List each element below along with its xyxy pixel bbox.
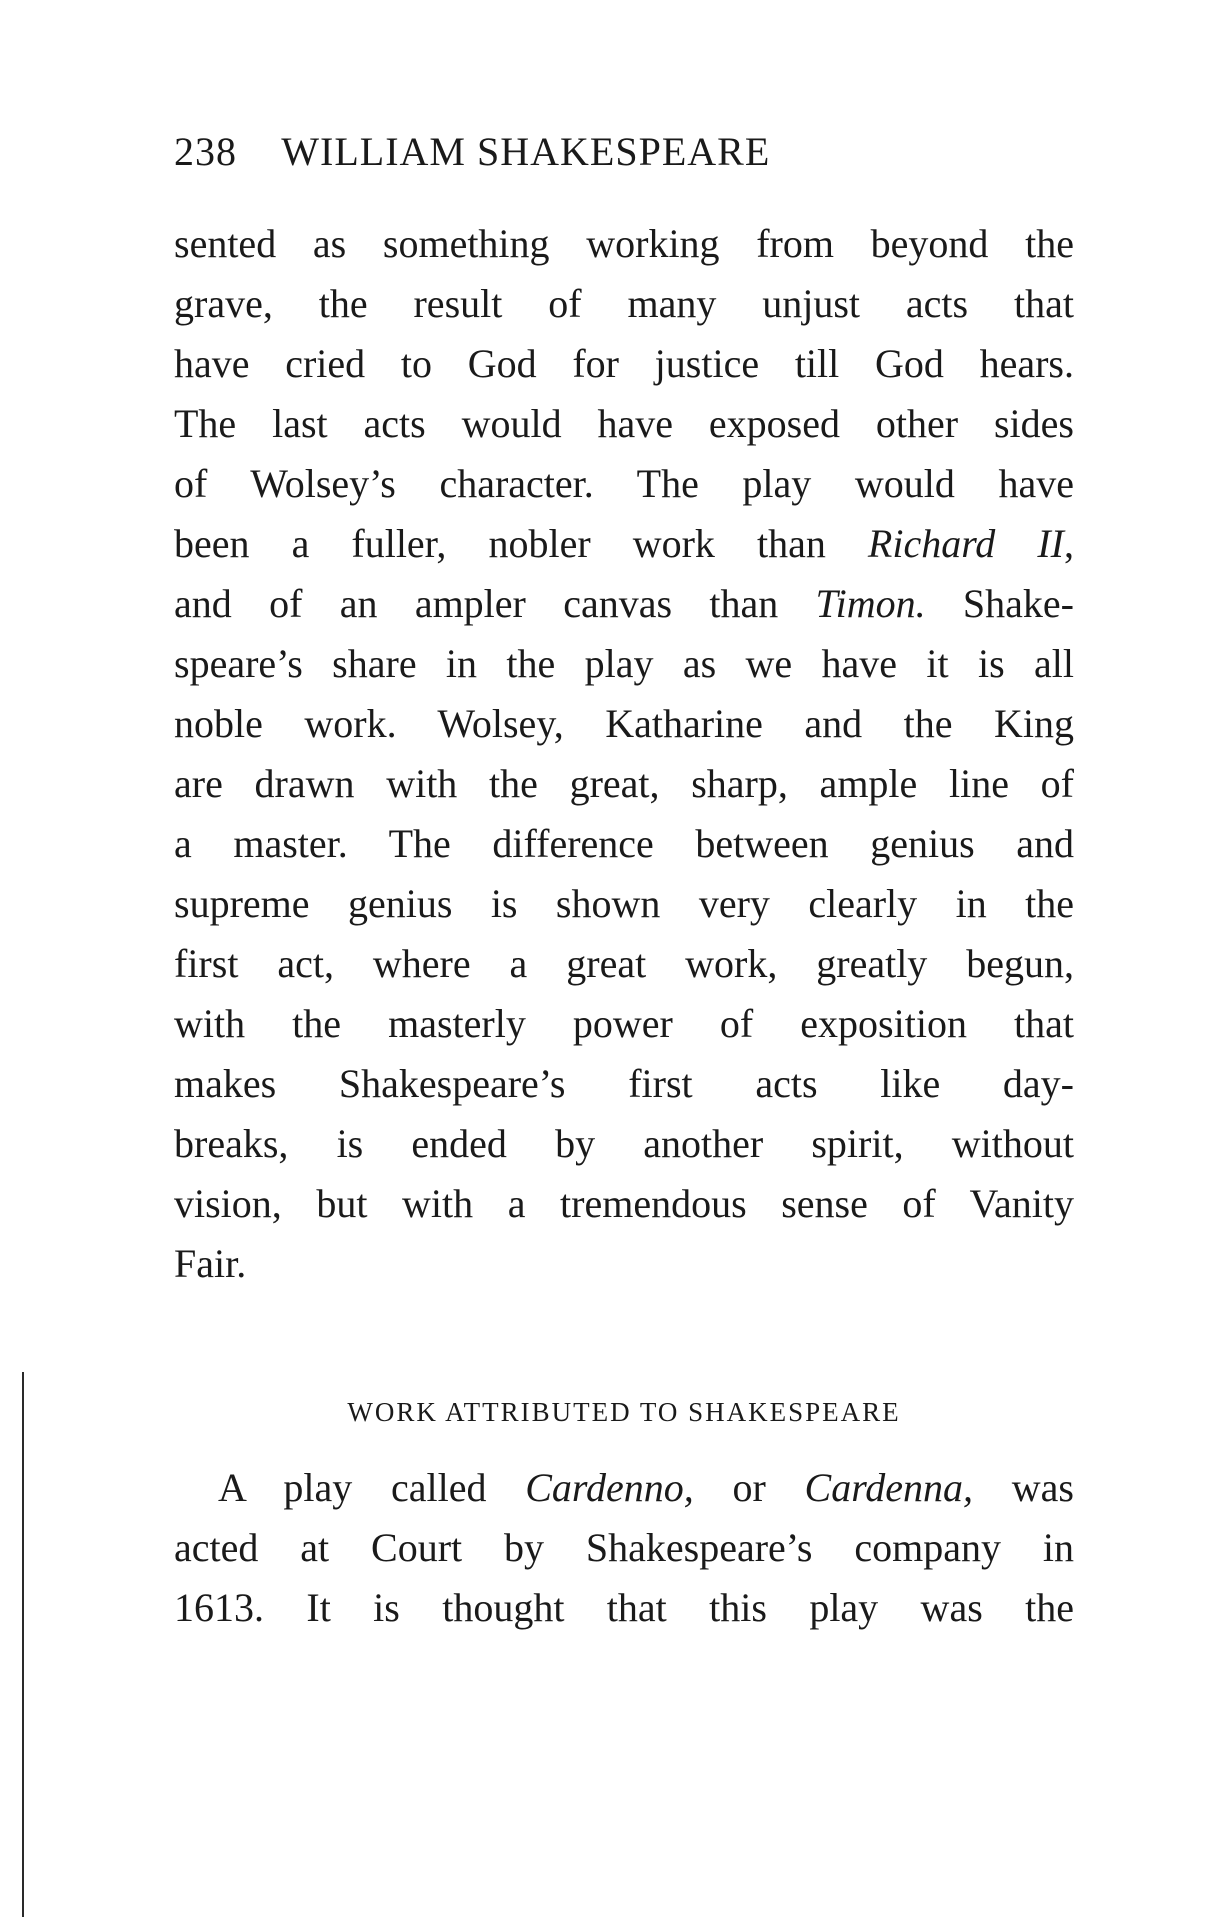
text-line: supreme genius is shown very clearly in the <box>174 881 1074 926</box>
text-line: been a fuller, nobler work than Richard II, <box>174 521 1074 566</box>
text-line: noble work. Wolsey, Katharine and the King <box>174 701 1074 746</box>
text-line: acted at Court by Shakespeare’s company in <box>174 1525 1074 1570</box>
text-line: sented as something working from beyond the <box>174 221 1074 266</box>
italic-title: Richard II <box>867 521 1064 566</box>
paragraph-body <box>174 214 1074 1294</box>
text-line: breaks, is ended by another spirit, without <box>174 1121 1074 1166</box>
italic-title: Cardenna, <box>804 1465 974 1510</box>
page-number: 238 <box>174 129 237 174</box>
section-heading: WORK ATTRIBUTED TO SHAKESPEARE <box>347 1397 901 1427</box>
text-line: a master. The difference between genius and <box>174 821 1074 866</box>
running-title: WILLIAM SHAKESPEARE <box>281 129 771 174</box>
text-line: A play called Cardenno, or Cardenna, was <box>218 1465 1074 1510</box>
scan-margin-line <box>22 1372 24 1917</box>
text-line: vision, but with a tremendous sense of Vanity <box>174 1181 1074 1226</box>
text-line: 1613. It is thought that this play was the <box>174 1585 1074 1630</box>
text-line: first act, where a great work, greatly begun, <box>174 941 1074 986</box>
text-line: with the masterly power of exposition that <box>174 1001 1074 1046</box>
text-line: makes Shakespeare’s first acts like day- <box>174 1061 1074 1106</box>
running-head <box>174 128 770 175</box>
italic-title: Cardenno, <box>525 1465 694 1510</box>
text-line: Fair. <box>174 1241 247 1286</box>
italic-title: Timon. <box>815 581 926 626</box>
section-paragraph <box>174 1458 1074 1638</box>
text-line: speare’s share in the play as we have it is all <box>174 641 1074 686</box>
text-line: The last acts would have exposed other sides <box>174 401 1074 446</box>
text-line: have cried to God for justice till God hears. <box>174 341 1074 386</box>
text-line: are drawn with the great, sharp, ample line of <box>174 761 1074 806</box>
text-line: of Wolsey’s character. The play would have <box>174 461 1074 506</box>
text-line: grave, the result of many unjust acts that <box>174 281 1074 326</box>
text-line: and of an ampler canvas than Timon. Shake- <box>174 581 1074 626</box>
